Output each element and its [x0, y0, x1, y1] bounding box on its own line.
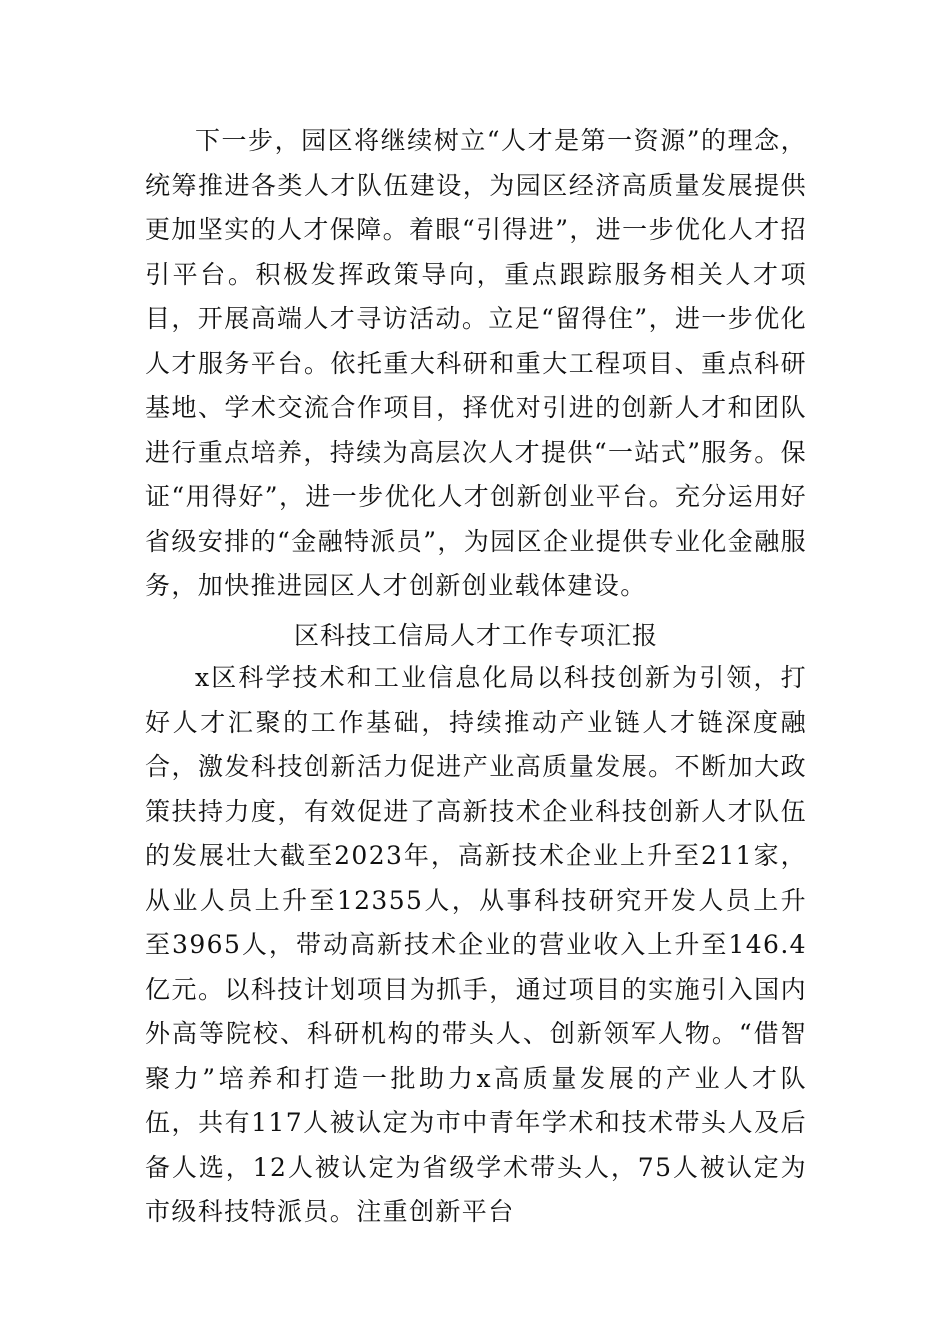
- body-text-section-1: [145, 119, 807, 609]
- section-title: 区科技工信局人才工作专项汇报: [293, 621, 658, 650]
- body-text-section-2: [145, 656, 807, 1235]
- paragraph: x区科学技术和工业信息化局以科技创新为引领，打好人才汇聚的工作基础，持续推动产业链人才链深度融合，激发科技创新活力促进产业高质量发展。不断加大政策扶持力度，有效促进了高新技术企业科技创新人才队伍的发展壮大截至2023年，高新技术企业上升至211家，从业人员上升至12355人，从事科技研究开发人员上升至3965人，带动高新技术企业的营业收入上升至146.4亿元。以科技计划项目为抓手，通过项目的实施引入国内外高等院校、科研机构的带头人、创新领军人物。“借智聚力”培养和打造一批助力x高质量发展的产业人才队伍，共有117人被认定为市中青年学术和技术带头人及后备人选，12人被认定为省级学术带头人，75人被认定为市级科技特派员。注重创新平台: [145, 663, 807, 1226]
- paragraph: 下一步，园区将继续树立“人才是第一资源”的理念，统筹推进各类人才队伍建设，为园区经济高质量发展提供更加坚实的人才保障。着眼“引得进”，进一步优化人才招引平台。积极发挥政策导向，重点跟踪服务相关人才项目，开展高端人才寻访活动。立足“留得住”，进一步优化人才服务平台。依托重大科研和重大工程项目、重点科研基地、学术交流合作项目，择优对引进的创新人才和团队进行重点培养，持续为高层次人才提供“一站式”服务。保证“用得好”，进一步优化人才创新创业平台。充分运用好省级安排的“金融特派员”，为园区企业提供专业化金融服务，加快推进园区人才创新创业载体建设。: [145, 126, 807, 600]
